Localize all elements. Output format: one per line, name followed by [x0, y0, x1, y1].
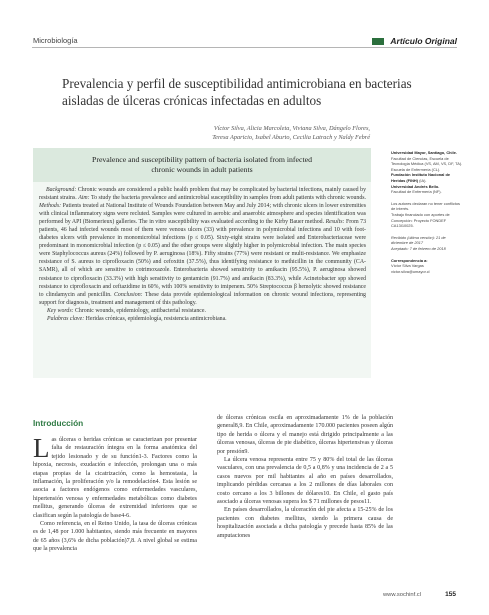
body-column-right — [217, 414, 393, 540]
abstract-paragraph — [39, 186, 366, 307]
abstract-header — [33, 148, 371, 182]
affiliations-sidebar — [391, 150, 463, 274]
conclusion-label: Conclusion: — [114, 291, 143, 298]
article-type-tab — [372, 36, 457, 46]
article-type-label: Artículo Original — [390, 36, 457, 46]
affiliation-1-detail: Facultad de Ciencias, Escuela de Tecnología Médica (VS, AM, VS, DF, TA). Escuela de Enfermería (CL). — [391, 155, 463, 172]
intro-paragraph-3: de úlceras crónicas oscila en aproximadamente 1% de la población general8,9. En Chile, aproximadamente 170.000 pacientes poseen algún tipo de herida o úlcera y el manejo está dirigido principalmente a las úlceras venosas, úlceras de pie diabético, úlceras hipertensivas y úlceras por presión9. — [217, 415, 393, 455]
keywords-text: Chronic wounds, epidemiology, antibacterial resistance. — [73, 307, 206, 314]
background-text: Chronic wounds are considered a public health problem that may be complicated by bacterial infections, mainly caused by resistant strains. — [39, 187, 366, 202]
palabras-label: Palabras clave: — [47, 315, 85, 322]
abstract-box — [33, 148, 371, 378]
authors-line-1: Víctor Silva, Alicia Marcoleta, Viviana Silva, Dángelo Flores, — [213, 125, 370, 132]
accent-bar — [372, 38, 384, 45]
intro-text-1: as úlceras o heridas crónicas se caracterizan por presentar falta de restauración íntegra en la forma anatómica del tejido lesionado y de su función1-3. Factores como la hipoxia, necrosis, exudación e infección, prolongan una o más etapas propias de la cicatrización, como la hemostasia, la inflamación, la proliferación y/o la remodelación4. Esta lesión se asocia a factores endógenos como enfermedades vasculares, hipertensión venosa y enfermedades metabólicas como diabetes mellitus, generando úlceras de extremidad inferiores que se clasifican según la patología de base4-6. — [33, 437, 197, 519]
background-label: Background: — [46, 187, 77, 193]
abstract-body — [39, 186, 366, 323]
header-rule — [32, 47, 457, 48]
footer-url[interactable]: www.sochinf.cl — [382, 592, 421, 598]
results-label: Results: — [325, 219, 345, 226]
conclusion-text: These data provide epidemiological information on chronic wound infections, representing support for diagnosis, treatment and management of this pathology. — [39, 291, 366, 306]
affiliation-2-detail: (IA). — [418, 177, 427, 183]
authors — [40, 124, 370, 142]
intro-paragraph-5: En países desarrollados, la ulceración del pie afecta a 15-25% de los pacientes con diabetes mellitus, siendo la primera causa de hospitalización asociada a dicha patología y precede hasta 85% de las amputaciones — [217, 507, 393, 539]
methods-label: Methods: — [39, 203, 62, 210]
correspondence-name: Víctor Silva Vargas — [391, 263, 424, 269]
section-label: Microbiología — [33, 36, 78, 45]
article-title: Prevalencia y perfil de susceptibilidad antimicrobiana en bacterias aisladas de úlceras crónicas infectadas en adultos — [62, 76, 412, 108]
drop-cap: L — [33, 433, 50, 463]
affiliation-3-detail: Facultad de Enfermería (NF). — [391, 189, 442, 195]
results-text: From 73 patients, 46 had infected wounds most of them were venous ulcers (33) with prevalence in polymicrobial infections and 10 with foot-diabetes ulcers with prevalence in monomicrobial infections (p ≤ 0.05). Sixty-eight strains were isolated and Enterobacteriaceae were predominant in monomicrobial infection (p ≤ 0.05) and the other groups were slightly higher in polymicrobial infection. The main species were Staphylococcus aureus (24%) followed by P. aeruginosa (18%). Fifty strains (77%) were resistant or multi-resistance. We emphasize resistance of S. aureus to ciprofloxacin (50%) and cefoxitin (37.5%), thus identifying resistance to methicillin in the community (CA-SAMR), all of which are sensitive to cotrimoxazole. Enterobacteria showed sensitivity to amikacin (95.5%), P. aeruginosa showed resistance to ciprofloxacin (33.3%) with high sensitivity to gentamicin (91.7%) and amikacin (83.3%), while Acinetobacter spp showed resistance to ciprofloxacin and ceftazidime in 60%, with 100% sensitivity to imipenem. 50% Streptococcus β hemolytic showed resistance to clindamycin and penicillin. — [39, 219, 366, 298]
affiliation-2-name: Fundación Instituto Nacional de Heridas (FINH) — [391, 172, 451, 183]
correspondence-label: Correspondencia a: — [391, 257, 428, 263]
palabras-clave — [39, 315, 366, 323]
english-title: Prevalence and susceptibility pattern of bacteria isolated from infected chronic wounds in adult patients — [92, 155, 312, 174]
intro-paragraph-4: La úlcera venosa representa entre 75 y 80% del total de las úlceras vasculares, con una prevalencia de 0,5 a 0,8% y una incidencia de 2 a 5 casos nuevos por mil habitantes al año en países desarrollados, implicando pérdidas cercanas a los 2 millones de días laborales con costo cercano a los 3 billones de dólares10. En Chile, el gasto país asociado a úlceras venosas supera los $ 71 millones de pesos11. — [217, 457, 393, 506]
affiliation-3-name: Universidad Andrés Bello. — [391, 183, 440, 189]
body-column-left — [33, 433, 197, 554]
intro-heading: Introducción — [33, 418, 84, 428]
funding-note: Trabajo financiado con aportes de Concepción: Proyecto FONDEF CA13I10025. — [391, 211, 450, 229]
keywords — [39, 307, 366, 315]
correspondence-email[interactable]: victor.silva@umayor.cl — [391, 268, 430, 274]
aim-text: To study the bacteria prevalence and antimicrobial susceptibility in samples from adult patients with chronic wounds. — [89, 195, 366, 202]
palabras-text: Heridas crónicas, epidemiología, resistencia antimicrobiana. — [84, 315, 227, 322]
aim-label: Aim: — [78, 195, 90, 202]
authors-line-2: Teresa Aparicio, Isabel Aburto, Cecilia Latrach y Naldy Febré — [212, 134, 370, 141]
intro-paragraph-2: Como referencia, en el Reino Unido, la tasa de úlceras crónicas es de 1,48 por 1.000 habitantes, siendo más frecuente en mayores de 65 años (3,6% de dicha población)7,8. A nivel global se estima que la prevalencia — [33, 521, 197, 553]
methods-text: Patients treated at National Institute of Wounds Foundation between May and July 2014; with chronic ulcers in lower extremities with clinical inflammatory signs were recluted. Samples were cultured in aerobic and anaerobic atmosphere and species identification was performed by API (Biomerieux) galleries. The in vitro susceptibility was evaluated according to the Kirby Bauer method. — [39, 203, 366, 226]
page-number: 155 — [445, 591, 456, 598]
affiliation-1-name: Universidad Mayor, Santiago, Chile. — [391, 150, 457, 155]
received-date: Recibido (última versión): 21 de diciembre de 2017 — [391, 234, 446, 246]
accepted-date: Aceptado: 7 de febrero de 2018 — [391, 245, 446, 251]
intro-paragraph-1 — [33, 433, 197, 520]
keywords-label: Key words: — [47, 307, 74, 314]
conflicts-note: Los autores declaran no tener conflictos de interés. — [391, 200, 460, 212]
